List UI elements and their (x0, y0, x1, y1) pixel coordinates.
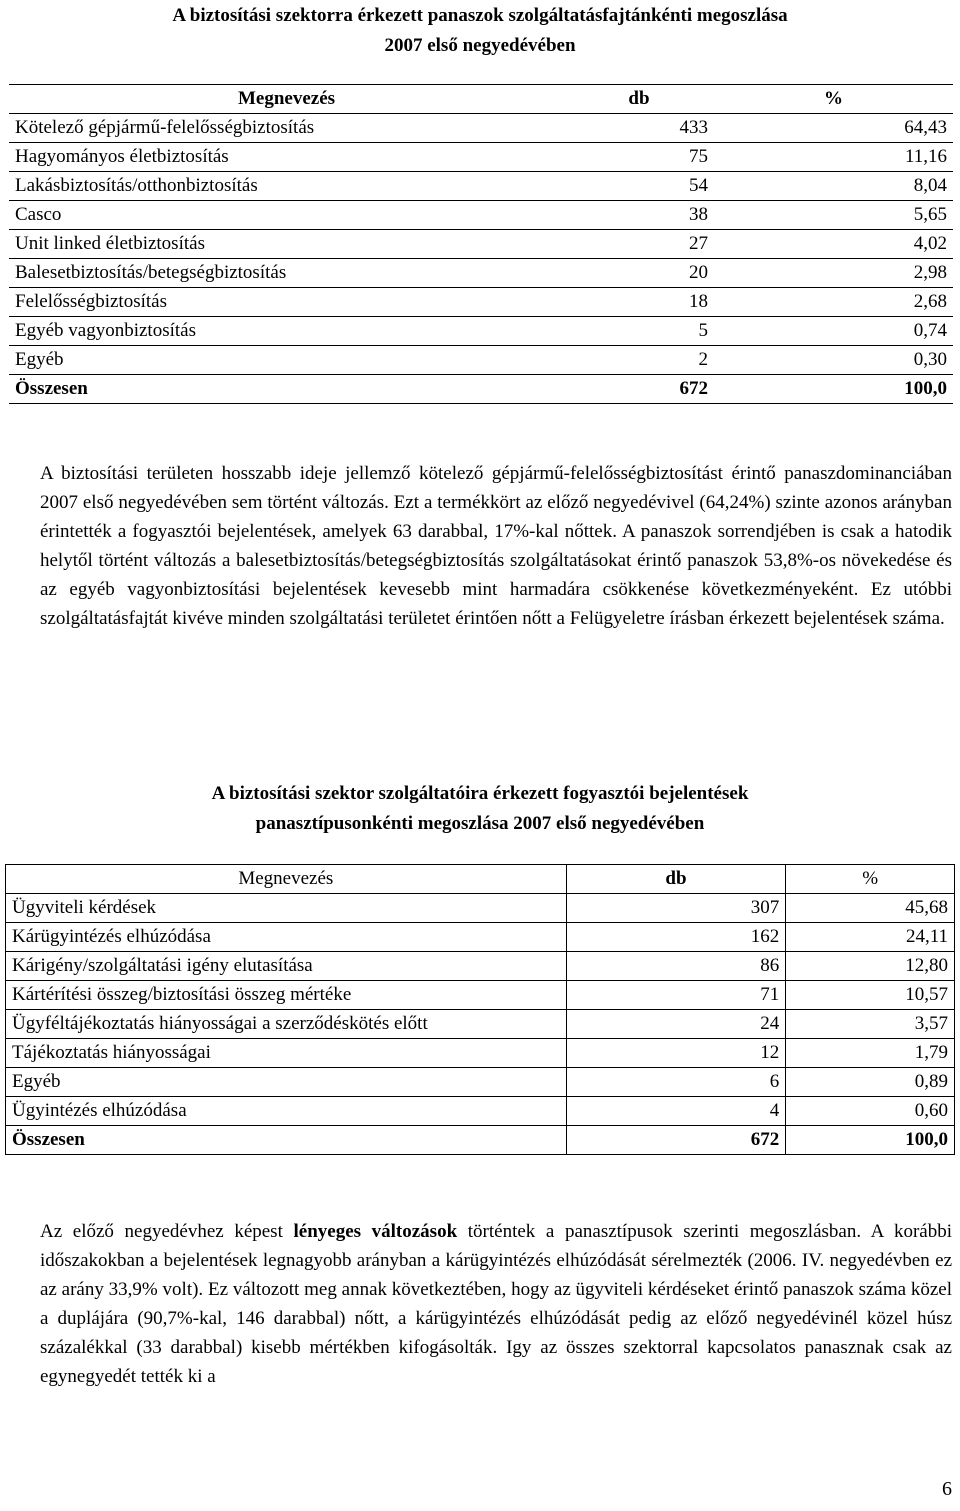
row-pct: 2,68 (714, 288, 953, 317)
page-number: 6 (942, 1478, 952, 1500)
row-name: Felelősségbiztosítás (9, 288, 564, 317)
table1-title (0, 1, 960, 61)
row-pct: 24,11 (786, 923, 955, 952)
table-row (6, 981, 955, 1010)
row-name: Casco (9, 201, 564, 230)
row-name: Tájékoztatás hiányosságai (6, 1039, 567, 1068)
row-db: 162 (566, 923, 786, 952)
row-db: 20 (564, 259, 714, 288)
total-name: Összesen (9, 375, 564, 404)
table-row (9, 259, 953, 288)
row-pct: 12,80 (786, 952, 955, 981)
row-name: Ügyintézés elhúzódása (6, 1097, 567, 1126)
header-name: Megnevezés (9, 85, 564, 114)
row-pct: 5,65 (714, 201, 953, 230)
row-pct: 0,60 (786, 1097, 955, 1126)
row-name: Egyéb (6, 1068, 567, 1097)
row-pct: 8,04 (714, 172, 953, 201)
complaints-by-service-table (9, 84, 953, 404)
table-total-row (6, 1126, 955, 1155)
complaints-by-type-table (5, 864, 955, 1155)
row-db: 27 (564, 230, 714, 259)
row-name: Egyéb vagyonbiztosítás (9, 317, 564, 346)
header-name: Megnevezés (6, 865, 567, 894)
header-pct: % (714, 85, 953, 114)
row-db: 12 (566, 1039, 786, 1068)
paragraph-2-part1: Az előző negyedévhez képest (40, 1221, 294, 1242)
table-total-row (9, 375, 953, 404)
row-db: 5 (564, 317, 714, 346)
total-pct: 100,0 (714, 375, 953, 404)
row-pct: 3,57 (786, 1010, 955, 1039)
row-pct: 1,79 (786, 1039, 955, 1068)
table-row (6, 1068, 955, 1097)
row-pct: 45,68 (786, 894, 955, 923)
table-row (6, 1097, 955, 1126)
row-db: 307 (566, 894, 786, 923)
row-db: 24 (566, 1010, 786, 1039)
row-db: 18 (564, 288, 714, 317)
row-db: 2 (564, 346, 714, 375)
row-db: 6 (566, 1068, 786, 1097)
total-name: Összesen (6, 1126, 567, 1155)
row-pct: 0,30 (714, 346, 953, 375)
table-row (9, 288, 953, 317)
row-name: Kötelező gépjármű-felelősségbiztosítás (9, 114, 564, 143)
header-pct: % (786, 865, 955, 894)
table-row (9, 317, 953, 346)
row-name: Hagyományos életbiztosítás (9, 143, 564, 172)
table2-title (0, 779, 960, 839)
row-pct: 11,16 (714, 143, 953, 172)
table1-title-line2: 2007 első negyedévében (384, 35, 576, 56)
row-pct: 4,02 (714, 230, 953, 259)
row-name: Kárigény/szolgáltatási igény elutasítása (6, 952, 567, 981)
row-db: 86 (566, 952, 786, 981)
table-row (6, 894, 955, 923)
table1-title-line1: A biztosítási szektorra érkezett panaszok szolgáltatásfajtánkénti megoszlása (172, 5, 788, 26)
row-db: 4 (566, 1097, 786, 1126)
table-row (9, 114, 953, 143)
row-db: 54 (564, 172, 714, 201)
row-pct: 64,43 (714, 114, 953, 143)
row-name: Ügyviteli kérdések (6, 894, 567, 923)
table2-title-line2: panasztípusonkénti megoszlása 2007 első negyedévében (255, 813, 705, 834)
row-name: Kárügyintézés elhúzódása (6, 923, 567, 952)
row-db: 38 (564, 201, 714, 230)
row-name: Ügyféltájékoztatás hiányosságai a szerződéskötés előtt (6, 1010, 567, 1039)
paragraph-1: A biztosítási területen hosszabb ideje jellemző kötelező gépjármű-felelősségbiztosítást érintő panaszdominanciában 2007 első negyedévében sem történt változás. Ezt a termékkört az előző negyedévivel (64,24%) szinte azonos arányban érintették a fogyasztói bejelentések, amelyek 63 darabbal, 17%-kal nőttek. A panaszok sorrendjében is csak a hatodik helytől történt változás a balesetbiztosítás/betegségbiztosítás szolgáltatásokat érintő panaszok 53,8%-os növekedése és az egyéb vagyonbiztosítási bejelentések kevesebb mint harmadára csökkenése következményeként. Ez utóbbi szolgáltatásfajtát kivéve minden szolgáltatási területet érintően nőtt a Felügyeletre írásban érkezett bejelentések száma. (40, 463, 952, 629)
row-pct: 0,89 (786, 1068, 955, 1097)
table-header-row (6, 865, 955, 894)
row-db: 433 (564, 114, 714, 143)
paragraph-2-bold: lényeges változások (293, 1221, 458, 1242)
row-pct: 10,57 (786, 981, 955, 1010)
row-name: Lakásbiztosítás/otthonbiztosítás (9, 172, 564, 201)
table-row (6, 923, 955, 952)
table-header-row (9, 85, 953, 114)
paragraph-2 (40, 1217, 952, 1391)
header-db: db (566, 865, 786, 894)
paragraph-2-part2: történtek a panasztípusok szerinti megoszlásban. A korábbi időszakokban a bejelentések legnagyobb arányban a kárügyintézés elhúzódását sérelmezték (2006. IV. negyedévben ez az arány 33,9% volt). Ez változott meg annak következtében, hogy az ügyviteli kérdéseket érintő panaszok száma közel a duplájára (90,7%-kal, 146 darabbal) nőtt, a kárügyintézés elhúzódását pedig az előző negyedévinél közel húsz százalékkal (33 darabbal) kisebb mértékben kifogásolták. Igy az összes szektorral kapcsolatos panasznak csak az egynegyedét tették ki a (40, 1221, 952, 1387)
row-db: 75 (564, 143, 714, 172)
row-name: Balesetbiztosítás/betegségbiztosítás (9, 259, 564, 288)
header-db: db (564, 85, 714, 114)
row-name: Egyéb (9, 346, 564, 375)
total-db: 672 (564, 375, 714, 404)
total-db: 672 (566, 1126, 786, 1155)
table-row (9, 230, 953, 259)
table-row (6, 1010, 955, 1039)
table-row (6, 1039, 955, 1068)
total-pct: 100,0 (786, 1126, 955, 1155)
row-pct: 2,98 (714, 259, 953, 288)
table-row (9, 201, 953, 230)
row-db: 71 (566, 981, 786, 1010)
row-name: Kártérítési összeg/biztosítási összeg mértéke (6, 981, 567, 1010)
table-row (9, 143, 953, 172)
row-pct: 0,74 (714, 317, 953, 346)
table-row (9, 346, 953, 375)
table2-title-line1: A biztosítási szektor szolgáltatóira érkezett fogyasztói bejelentések (211, 783, 749, 804)
table-row (9, 172, 953, 201)
row-name: Unit linked életbiztosítás (9, 230, 564, 259)
table-row (6, 952, 955, 981)
